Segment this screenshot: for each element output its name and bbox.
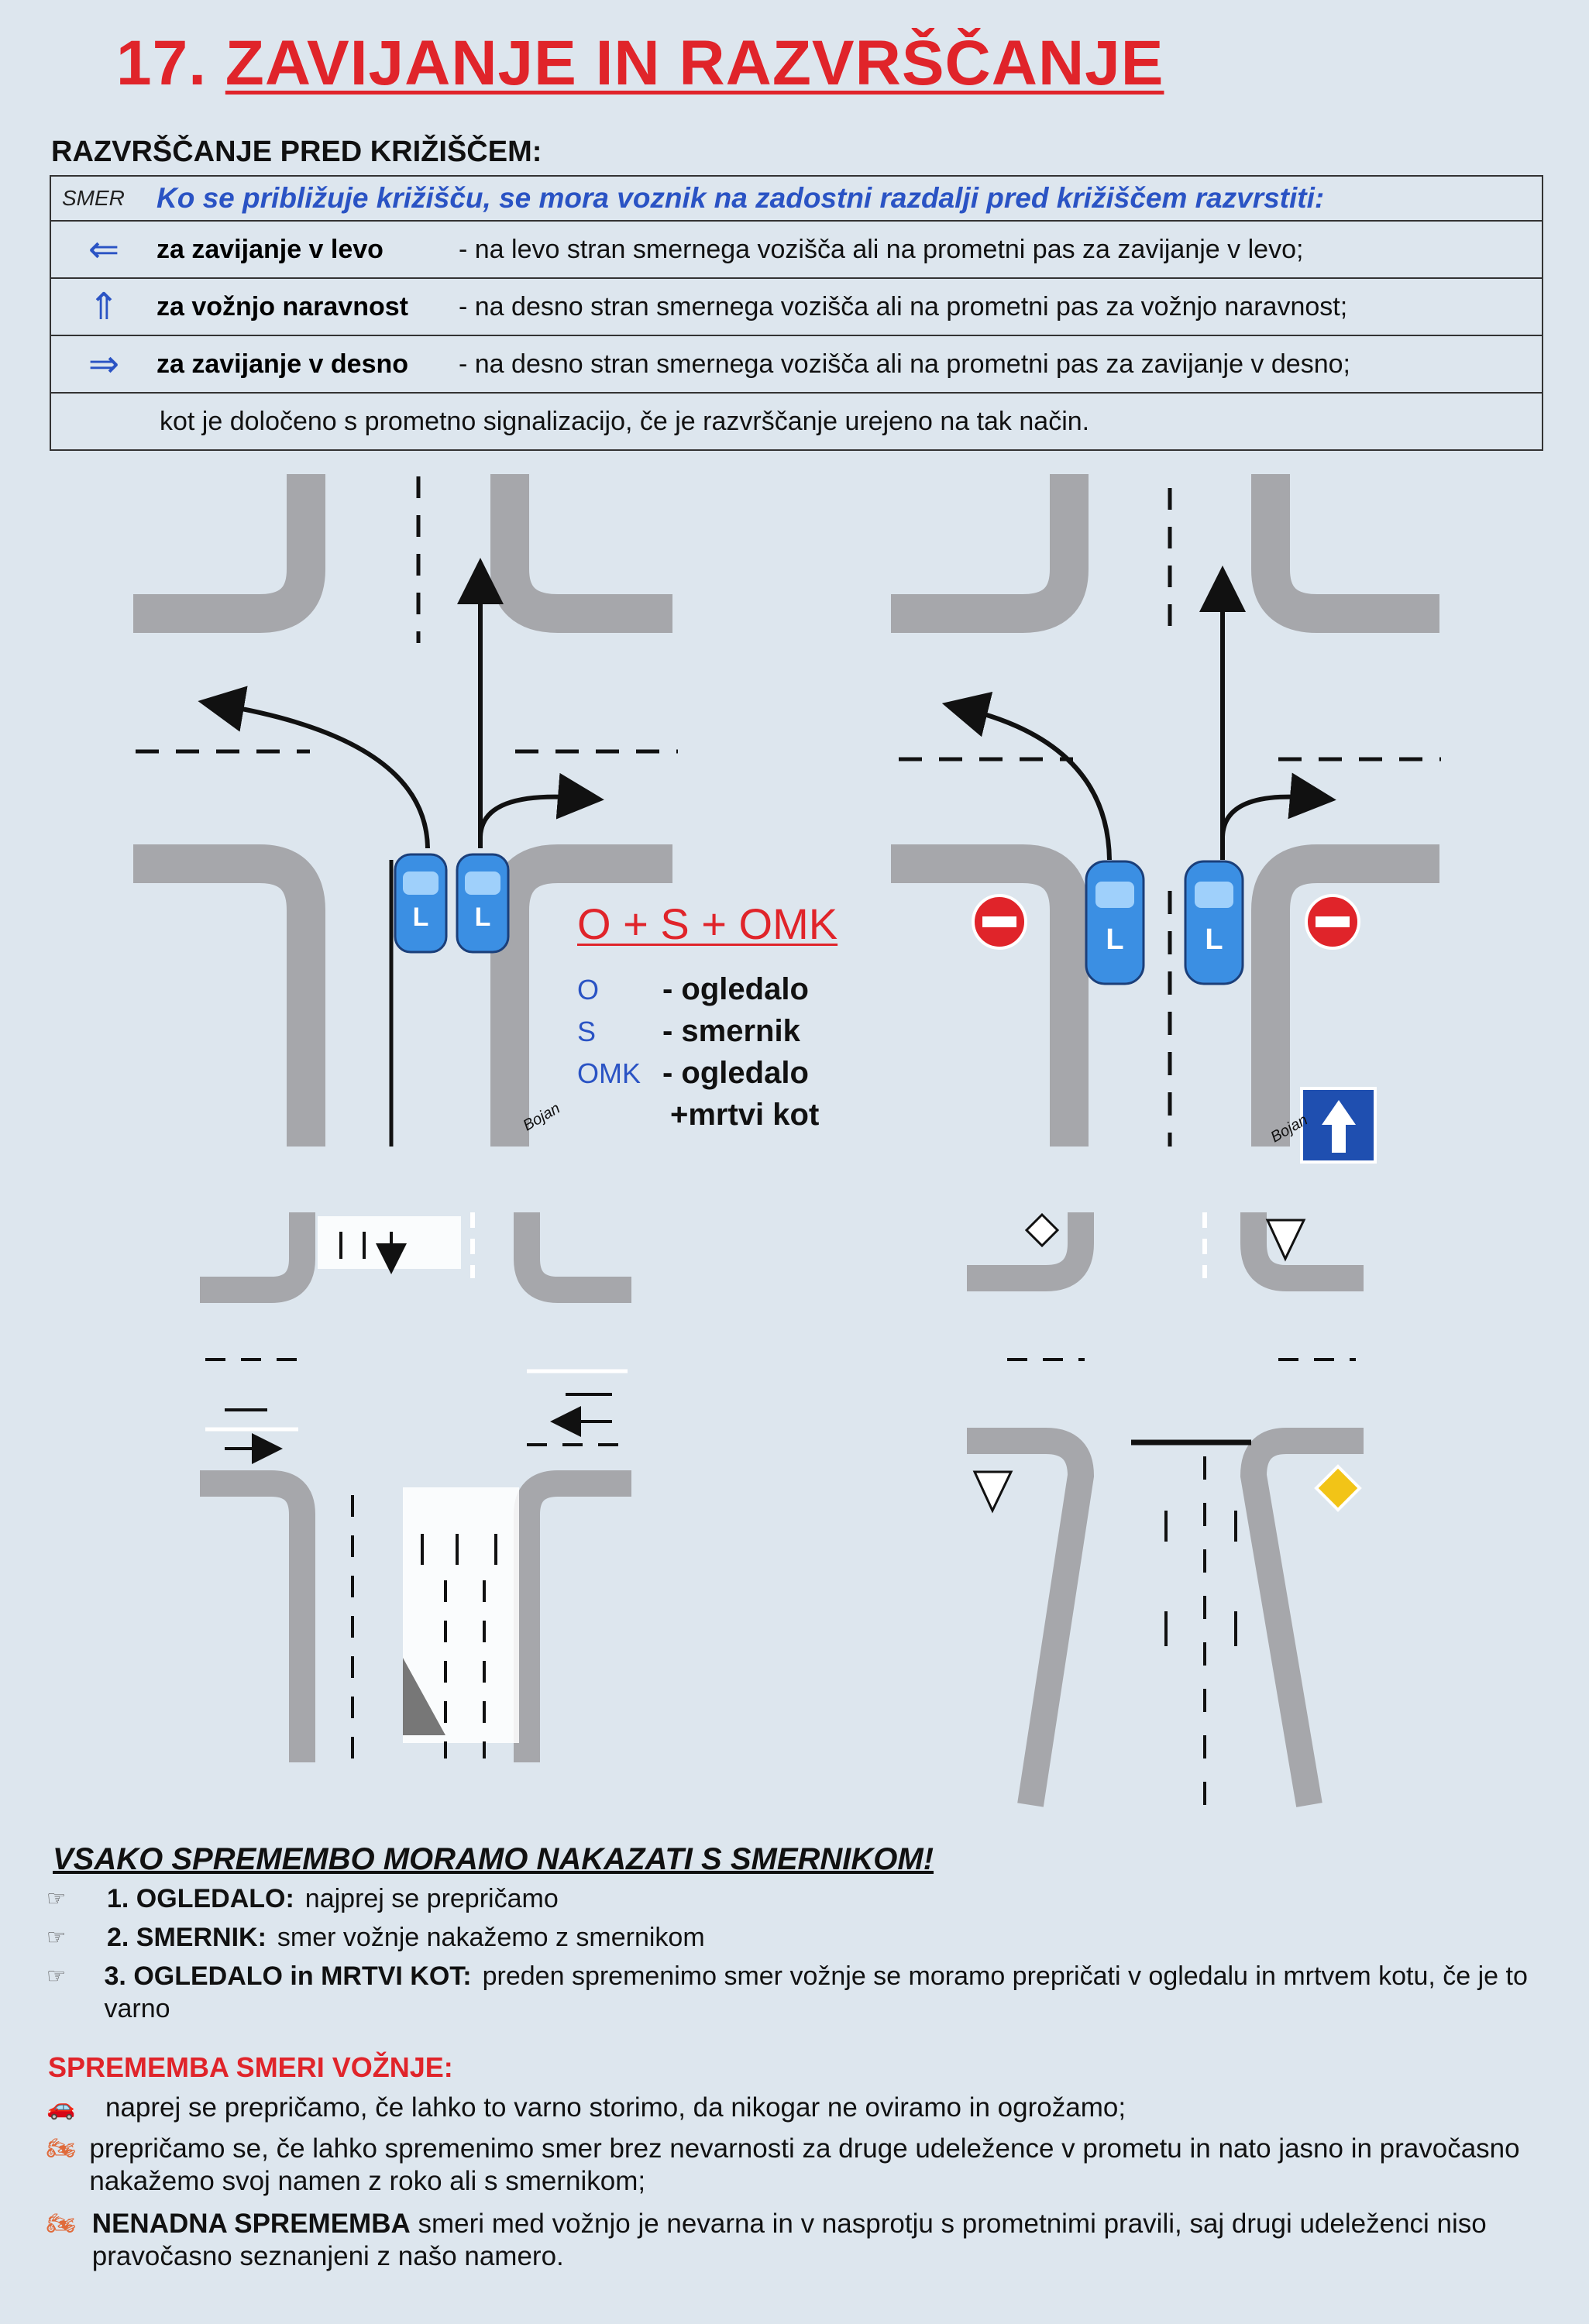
car-letter: L: [474, 902, 491, 932]
row-text: - na desno stran smernega vozišča ali na prometni pas za zavijanje v desno;: [459, 335, 1543, 393]
car-letter: L: [412, 902, 429, 932]
bullet-text: naprej se prepričamo, če lahko to varno storimo, da nikogar ne oviramo in ogrožamo;: [105, 2092, 1126, 2123]
page-title: [116, 27, 1164, 100]
legend-abbr: OMK: [577, 1057, 641, 1089]
legend-row: [577, 1056, 837, 1098]
bullet-text: smeri med vožnjo je nevarna in v nasprotju s prometnimi pravili, saj drugi udeleženci niso pravočasno seznanjeni z našo namero.: [91, 2209, 1487, 2271]
rules-title: VSAKO SPREMEMBO MORAMO NAKAZATI S SMERNIKOM!: [53, 1842, 934, 1876]
car-icon: [395, 854, 446, 952]
smer-label: SMER: [50, 176, 156, 221]
legend-formula: O + S + OMK: [577, 899, 838, 948]
legend-continuation: +mrtvi kot: [670, 1098, 820, 1132]
mirror-signal-legend: [577, 899, 837, 1133]
table-row: [50, 335, 1543, 393]
arrow-up-icon: ⇑: [50, 278, 156, 335]
rules-list: [46, 1882, 1534, 2031]
car-letter: L: [1106, 923, 1124, 956]
rule-number: 2. SMERNIK:: [107, 1923, 267, 1952]
pointing-hand-icon: ☞: [46, 1886, 67, 1910]
section2-title: SPREMEMBA SMERI VOŽNJE:: [48, 2051, 453, 2083]
table-footer: kot je določeno s prometno signalizacijo, če je razvrščanje urejeno na tak način.: [50, 393, 1543, 450]
legend-abbr: S: [577, 1016, 597, 1047]
table-intro: Ko se približuje križišču, se mora voznik na zadostni razdalji pred križiščem razvrstiti:: [156, 176, 1543, 221]
intersection-diagrams: [0, 457, 1589, 1820]
rule-text: preden spremenimo smer vožnje se moramo prepričati v ogledalu in mrtvem kotu, če je to varno: [104, 1961, 1528, 2023]
diagram-bottom-left: [200, 1212, 631, 1762]
row-text: - na desno stran smernega vozišča ali na prometni pas za vožnjo naravnost;: [459, 278, 1543, 335]
direction-table: [50, 175, 1543, 451]
legend-full: - ogledalo: [662, 972, 809, 1006]
motorcycle-bullet-icon: 🏍: [46, 2211, 77, 2236]
car-icon: [1086, 861, 1144, 984]
car-letter: L: [1205, 923, 1223, 956]
legend-abbr: O: [577, 974, 600, 1006]
rule-number: 1. OGLEDALO:: [107, 1884, 294, 1913]
legend-row: [577, 972, 837, 1014]
no-entry-sign-icon: [1306, 896, 1359, 948]
table-row: [50, 221, 1543, 278]
diagram-bottom-right: [967, 1212, 1364, 1805]
list-item: [46, 1921, 1534, 1954]
arrow-left-icon: ⇐: [50, 221, 156, 278]
list-item: [46, 2208, 1542, 2273]
list-item: [46, 2133, 1542, 2198]
table-row: [50, 393, 1543, 450]
pointing-hand-icon: ☞: [46, 1964, 67, 1988]
bullet-text: prepričamo se, če lahko spremenimo smer brez nevarnosti za druge udeležence v prometu in nato jasno in pravočasno nakažemo svoj namen z roko ali s smernikom;: [89, 2133, 1520, 2196]
rule-text: smer vožnje nakažemo z smernikom: [277, 1923, 705, 1952]
section-subtitle: RAZVRŠČANJE PRED KRIŽIŠČEM:: [51, 136, 542, 168]
row-heading: za vožnjo naravnost: [156, 278, 459, 335]
list-item: [46, 2092, 1542, 2124]
legend-row: [577, 1014, 837, 1056]
legend-full: - ogledalo: [662, 1056, 809, 1090]
rule-number: 3. OGLEDALO in MRTVI KOT:: [104, 1961, 472, 1991]
one-way-sign-icon: [1302, 1088, 1375, 1162]
title-number: 17.: [116, 28, 207, 98]
motorcycle-bullet-icon: 🏍: [46, 2136, 77, 2161]
row-heading: za zavijanje v levo: [156, 221, 459, 278]
bullet-bold: NENADNA SPREMEMBA: [91, 2209, 411, 2239]
car-icon: [1185, 861, 1243, 984]
title-text: ZAVIJANJE IN RAZVRŠČANJE: [225, 28, 1164, 98]
row-heading: za zavijanje v desno: [156, 335, 459, 393]
diagram-top-right: [891, 474, 1441, 1162]
signature: Bojan: [520, 1099, 563, 1135]
table-row: [50, 278, 1543, 335]
row-text: - na levo stran smernega vozišča ali na prometni pas za zavijanje v levo;: [459, 221, 1543, 278]
table-header-row: [50, 176, 1543, 221]
pointing-hand-icon: ☞: [46, 1925, 67, 1949]
no-entry-sign-icon: [973, 896, 1026, 948]
rule-text: najprej se prepričamo: [304, 1884, 559, 1913]
signature: Bojan: [1267, 1111, 1311, 1147]
legend-full: - smernik: [662, 1014, 800, 1048]
arrow-right-icon: ⇒: [50, 335, 156, 393]
car-icon: [457, 854, 508, 952]
car-bullet-icon: 🚗: [46, 2095, 76, 2120]
list-item: [46, 1960, 1534, 2025]
list-item: [46, 1882, 1534, 1915]
